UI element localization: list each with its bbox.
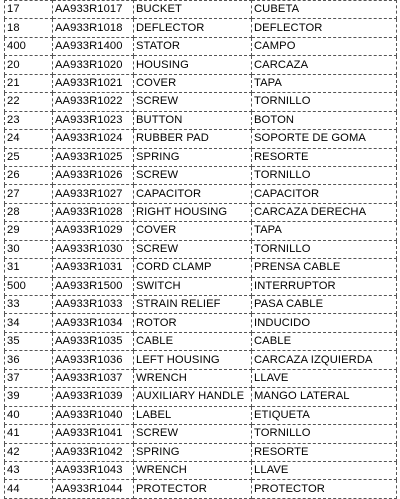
description-english-cell: SCREW xyxy=(134,425,252,443)
description-english-cell: WRENCH xyxy=(134,369,252,387)
description-english-cell: SCREW xyxy=(134,93,252,111)
table-row xyxy=(5,1,397,19)
part-number-cell: 34 xyxy=(5,314,53,332)
description-english-cell: SCREW xyxy=(134,240,252,258)
description-english-cell: LEFT HOUSING xyxy=(134,351,252,369)
table-row xyxy=(5,148,397,166)
description-spanish-cell: CABLE xyxy=(252,332,397,350)
table-row xyxy=(5,185,397,203)
part-code-cell: AA933R1030 xyxy=(53,240,134,258)
part-code-cell: AA933R1042 xyxy=(53,443,134,461)
part-number-cell: 43 xyxy=(5,461,53,479)
table-row xyxy=(5,369,397,387)
table-row xyxy=(5,425,397,443)
description-spanish-cell: TORNILLO xyxy=(252,93,397,111)
table-row xyxy=(5,56,397,74)
description-spanish-cell: TAPA xyxy=(252,222,397,240)
part-code-cell: AA933R1500 xyxy=(53,277,134,295)
part-code-cell: AA933R1400 xyxy=(53,37,134,55)
description-english-cell: CAPACITOR xyxy=(134,185,252,203)
description-spanish-cell: DEFLECTOR xyxy=(252,19,397,37)
part-code-cell: AA933R1029 xyxy=(53,222,134,240)
part-number-cell: 29 xyxy=(5,222,53,240)
part-number-cell: 41 xyxy=(5,425,53,443)
description-spanish-cell: RESORTE xyxy=(252,148,397,166)
description-english-cell: ROTOR xyxy=(134,314,252,332)
description-spanish-cell: TORNILLO xyxy=(252,166,397,184)
parts-table-body xyxy=(5,1,397,499)
description-english-cell: SPRING xyxy=(134,148,252,166)
description-spanish-cell: LLAVE xyxy=(252,461,397,479)
table-row xyxy=(5,332,397,350)
table-row xyxy=(5,203,397,221)
part-code-cell: AA933R1018 xyxy=(53,19,134,37)
part-code-cell: AA933R1040 xyxy=(53,406,134,424)
part-code-cell: AA933R1035 xyxy=(53,332,134,350)
table-row xyxy=(5,388,397,406)
part-code-cell: AA933R1025 xyxy=(53,148,134,166)
part-number-cell: 44 xyxy=(5,480,53,498)
table-row xyxy=(5,240,397,258)
part-number-cell: 23 xyxy=(5,111,53,129)
part-code-cell: AA933R1023 xyxy=(53,111,134,129)
description-spanish-cell: MANGO LATERAL xyxy=(252,388,397,406)
description-spanish-cell: CAMPO xyxy=(252,37,397,55)
table-row xyxy=(5,461,397,479)
part-number-cell: 35 xyxy=(5,332,53,350)
description-spanish-cell: INTERRUPTOR xyxy=(252,277,397,295)
description-spanish-cell: TAPA xyxy=(252,74,397,92)
table-row xyxy=(5,166,397,184)
table-row xyxy=(5,111,397,129)
part-number-cell: 26 xyxy=(5,166,53,184)
description-spanish-cell: PASA CABLE xyxy=(252,296,397,314)
description-spanish-cell: PRENSA CABLE xyxy=(252,259,397,277)
description-english-cell: COVER xyxy=(134,222,252,240)
table-row xyxy=(5,314,397,332)
part-code-cell: AA933R1033 xyxy=(53,296,134,314)
part-number-cell: 20 xyxy=(5,56,53,74)
description-english-cell: DEFLECTOR xyxy=(134,19,252,37)
part-code-cell: AA933R1043 xyxy=(53,461,134,479)
part-number-cell: 25 xyxy=(5,148,53,166)
table-row xyxy=(5,480,397,498)
part-code-cell: AA933R1022 xyxy=(53,93,134,111)
part-number-cell: 39 xyxy=(5,388,53,406)
description-english-cell: SWITCH xyxy=(134,277,252,295)
description-spanish-cell: PROTECTOR xyxy=(252,480,397,498)
part-number-cell: 22 xyxy=(5,93,53,111)
description-english-cell: CABLE xyxy=(134,332,252,350)
description-spanish-cell: CARCAZA DERECHA xyxy=(252,203,397,221)
description-english-cell: RIGHT HOUSING xyxy=(134,203,252,221)
table-row xyxy=(5,443,397,461)
description-spanish-cell: INDUCIDO xyxy=(252,314,397,332)
description-spanish-cell: ETIQUETA xyxy=(252,406,397,424)
table-row xyxy=(5,37,397,55)
description-english-cell: COVER xyxy=(134,74,252,92)
description-english-cell: SCREW xyxy=(134,166,252,184)
part-number-cell: 500 xyxy=(5,277,53,295)
description-spanish-cell: LLAVE xyxy=(252,369,397,387)
part-code-cell: AA933R1027 xyxy=(53,185,134,203)
part-number-cell: 40 xyxy=(5,406,53,424)
description-english-cell: LABEL xyxy=(134,406,252,424)
table-row xyxy=(5,277,397,295)
part-number-cell: 17 xyxy=(5,1,53,19)
part-number-cell: 18 xyxy=(5,19,53,37)
table-row xyxy=(5,93,397,111)
part-code-cell: AA933R1020 xyxy=(53,56,134,74)
part-number-cell: 30 xyxy=(5,240,53,258)
part-code-cell: AA933R1039 xyxy=(53,388,134,406)
description-english-cell: RUBBER PAD xyxy=(134,130,252,148)
description-english-cell: STATOR xyxy=(134,37,252,55)
description-spanish-cell: CARCAZA IZQUIERDA xyxy=(252,351,397,369)
table-row xyxy=(5,351,397,369)
description-english-cell: WRENCH xyxy=(134,461,252,479)
description-spanish-cell: SOPORTE DE GOMA xyxy=(252,130,397,148)
description-spanish-cell: RESORTE xyxy=(252,443,397,461)
part-code-cell: AA933R1031 xyxy=(53,259,134,277)
table-row xyxy=(5,259,397,277)
part-code-cell: AA933R1024 xyxy=(53,130,134,148)
description-english-cell: BUTTON xyxy=(134,111,252,129)
description-spanish-cell: TORNILLO xyxy=(252,240,397,258)
part-code-cell: AA933R1017 xyxy=(53,1,134,19)
part-code-cell: AA933R1044 xyxy=(53,480,134,498)
description-english-cell: SPRING xyxy=(134,443,252,461)
table-row xyxy=(5,406,397,424)
part-code-cell: AA933R1036 xyxy=(53,351,134,369)
part-code-cell: AA933R1028 xyxy=(53,203,134,221)
part-code-cell: AA933R1041 xyxy=(53,425,134,443)
table-row xyxy=(5,19,397,37)
part-code-cell: AA933R1034 xyxy=(53,314,134,332)
description-spanish-cell: TORNILLO xyxy=(252,425,397,443)
part-number-cell: 24 xyxy=(5,130,53,148)
part-number-cell: 400 xyxy=(5,37,53,55)
part-code-cell: AA933R1021 xyxy=(53,74,134,92)
table-row xyxy=(5,130,397,148)
part-code-cell: AA933R1037 xyxy=(53,369,134,387)
description-spanish-cell: CAPACITOR xyxy=(252,185,397,203)
description-english-cell: CORD CLAMP xyxy=(134,259,252,277)
description-spanish-cell: CUBETA xyxy=(252,1,397,19)
part-code-cell: AA933R1026 xyxy=(53,166,134,184)
description-english-cell: HOUSING xyxy=(134,56,252,74)
table-row xyxy=(5,74,397,92)
description-spanish-cell: CARCAZA xyxy=(252,56,397,74)
part-number-cell: 33 xyxy=(5,296,53,314)
parts-table xyxy=(4,0,397,499)
part-number-cell: 36 xyxy=(5,351,53,369)
part-number-cell: 37 xyxy=(5,369,53,387)
description-english-cell: AUXILIARY HANDLE xyxy=(134,388,252,406)
description-english-cell: STRAIN RELIEF xyxy=(134,296,252,314)
description-spanish-cell: BOTON xyxy=(252,111,397,129)
description-english-cell: BUCKET xyxy=(134,1,252,19)
part-number-cell: 42 xyxy=(5,443,53,461)
description-english-cell: PROTECTOR xyxy=(134,480,252,498)
part-number-cell: 31 xyxy=(5,259,53,277)
part-number-cell: 28 xyxy=(5,203,53,221)
table-row xyxy=(5,296,397,314)
table-row xyxy=(5,222,397,240)
part-number-cell: 21 xyxy=(5,74,53,92)
part-number-cell: 27 xyxy=(5,185,53,203)
